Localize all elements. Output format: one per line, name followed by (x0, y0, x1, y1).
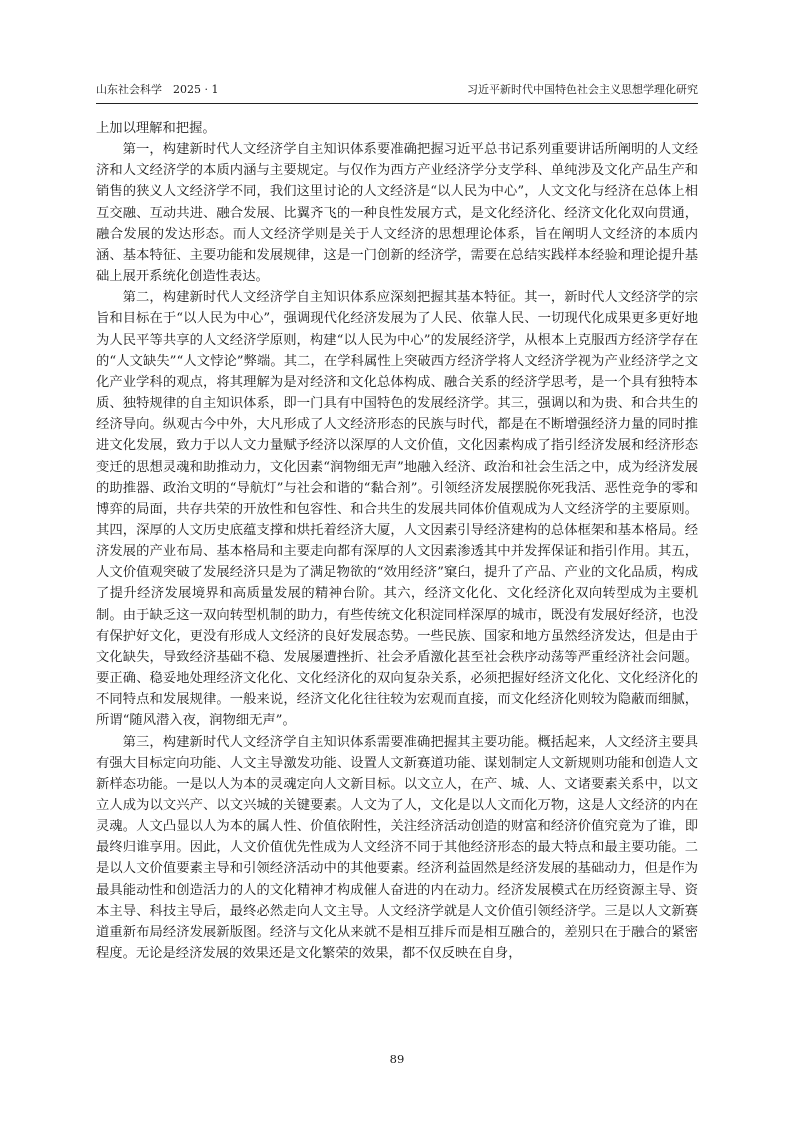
journal-name: 山东社会科学 2025 · 1 (96, 83, 219, 96)
paragraph-functions: 第三，构建新时代人文经济学自主知识体系需要准确把握其主要功能。概括起来，人文经济主要具有强大目标定向功能、人文主导激发功能、设置人文新赛道功能、谋划制定人文新规则功能和创造人文新样态功能。一是以人为本的灵魂定向人文新目标。以文立人，在产、城、人、文诸要素关系中，以文立人成为以文兴产、以文兴城的关键要素。人文为了人，文化是以人文而化万物，这是人文经济的内在灵魂。人文凸显以人为本的属人性、价值依附性，关注经济活动创造的财富和经济价值究竟为了谁，即最终归谁享用。因此，人文价值优先性成为人文经济不同于其他经济形态的最大特点和最主要功能。二是以人文价值要素主导和引领经济活动中的其他要素。经济利益固然是经济发展的基础动力，但是作为最具能动性和创造活力的人的文化精神才构成催人奋进的内在动力。经济发展模式在历经资源主导、资本主导、科技主导后，最终必然走向人文主导。人文经济学就是人文价值引领经济学。三是以人文新赛道重新布局经济发展新版图。经济与文化从来就不是相互排斥而是相互融合的，差别只在于融合的紧密程度。无论是经济发展的效果还是文化繁荣的效果，都不仅反映在自身， (96, 734, 698, 962)
paragraph-essence: 第一，构建新时代人文经济学自主知识体系要准确把握习近平总书记系列重要讲话所阐明的人文经济和人文经济学的本质内涵与主要规定。与仅作为西方产业经济学分支学科、单纯涉及文化产品生产和销售的狭义人文经济学不同，我们这里讨论的人文经济是“以人民为中心”，人文文化与经济在总体上相互交融、互动共进、融合发展、比翼齐飞的一种良性发展方式，是文化经济化、经济文化化双向贯通，融合发展的发达形态。而人文经济学则是关于人文经济的思想理论体系，旨在阐明人文经济的本质内涵、基本特征、主要功能和发展规律，这是一门创新的经济学，需要在总结实践样本经验和理论提升基础上展开系统化创造性表达。 (96, 142, 698, 285)
paragraph-continuation: 上加以理解和把握。 (96, 121, 216, 136)
running-header (96, 80, 698, 100)
article-body (96, 118, 698, 1013)
header-rule (96, 103, 698, 104)
page-number: 89 (389, 1052, 405, 1066)
running-title: 习近平新时代中国特色社会主义思想学理化研究 (467, 83, 698, 96)
paragraph-features: 第二，构建新时代人文经济学自主知识体系应深刻把握其基本特征。其一，新时代人文经济学的宗旨和目标在于“以人民为中心”，强调现代化经济发展为了人民、依靠人民、一切现代化成果更多更好地为人民平等共享的人文经济学原则，构建“以人民为中心”的发展经济学，从根本上克服西方经济学存在的“人文缺失”“人文悖论”弊端。其二，在学科属性上突破西方经济学将人文经济学视为产业经济学之文化产业学科的观点，将其理解为是对经济和文化总体构成、融合关系的经济学思考，是一个具有独特本质、独特规律的自主知识体系，即一门具有中国特色的发展经济学。其三，强调以和为贵、和合共生的经济导向。纵观古今中外，大凡形成了人文经济形态的民族与时代，都是在不断增强经济力量的同时推进文化发展，致力于以人文力量赋予经济以深厚的人文价值，文化因素构成了指引经济发展和经济形态变迁的思想灵魂和助推动力，文化因素“润物细无声”地融入经济、政治和社会生活之中，成为经济发展的助推器、政治文明的“导航灯”与社会和谐的“黏合剂”。引领经济发展摆脱你死我活、恶性竞争的零和博弈的局面，共存共荣的开放性和包容性、和合共生的发展共同体价值观成为人文经济学的主要原则。其四，深厚的人文历史底蕴支撑和烘托着经济大厦，人文因素引导经济建构的总体框架和基本格局。经济发展的产业布局、基本格局和主要走向都有深厚的人文因素渗透其中并发挥保证和指引作用。其五，人文价值观突破了发展经济只是为了满足物欲的“效用经济”窠臼，提升了产品、产业的文化品质，构成了提升经济发展境界和高质量发展的精神台阶。其六，经济文化化、文化经济化双向转型成为主要机制。由于缺乏这一双向转型机制的助力，有些传统文化积淀同样深厚的城市，既没有发展好经济，也没有保护好文化，更没有形成人文经济的良好发展态势。一些民族、国家和地方虽然经济发达，但是由于文化缺失，导致经济基础不稳、发展屡遭挫折、社会矛盾激化甚至社会秩序动荡等严重经济社会问题。要正确、稳妥地处理经济文化化、文化经济化的双向复杂关系，必须把握好经济文化化、文化经济化的不同特点和发展规律。一般来说，经济文化化往往较为宏观而直接，而文化经济化则较为隐蔽而细腻，所谓“随风潜入夜，润物细无声”。 (96, 290, 698, 729)
